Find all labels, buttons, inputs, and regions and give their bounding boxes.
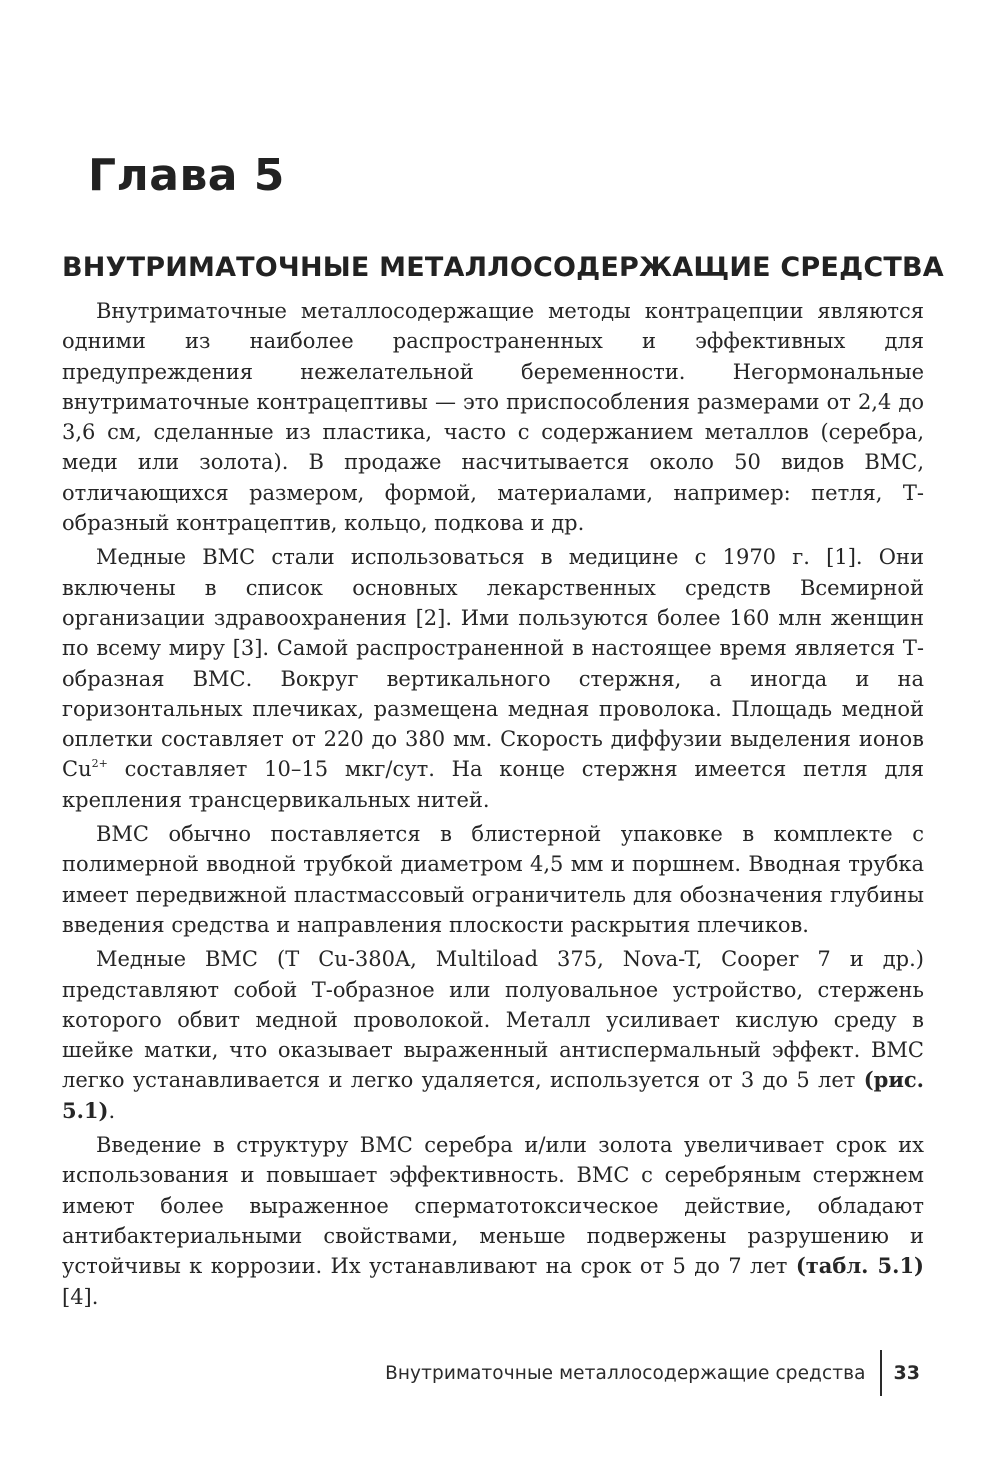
footer-section-title: Внутриматочные металлосодержащие средства: [385, 1362, 866, 1384]
paragraph-3: ВМС обычно поставляется в блистерной упаковке в комплекте с полимерной вводной трубкой диаметром 4,5 мм и поршнем. Вводная трубка имеет передвижной пластмассовый ограничитель для обозначения глубины введения средства и направления плоскости раскрытия плечиков.: [62, 822, 924, 937]
section-title: ВНУТРИМАТОЧНЫЕ МЕТАЛЛОСОДЕРЖАЩИЕ СРЕДСТВА: [62, 252, 944, 283]
paragraph-1: Внутриматочные металлосодержащие методы контрацепции являются одними из наиболее распространенных и эффективных для предупреждения нежелательной беременности. Негормональные внутриматочные контрацептивы — это приспособления размерами от 2,4 до 3,6 см, сделанные из пластика, часто с содержанием металлов (серебра, меди или золота). В продаже насчитывается около 50 видов ВМС, отличающихся размером, формой, материалами, например: петля, Т-образный контрацептив, кольцо, подкова и др.: [62, 299, 924, 536]
chapter-title: Глава 5: [88, 150, 285, 201]
page-number: 33: [893, 1362, 920, 1384]
ion-charge-superscript: 2+: [91, 757, 108, 771]
paragraph-4-end: .: [108, 1098, 116, 1123]
figure-reference: (рис. 5.1): [62, 1067, 924, 1123]
paragraph-5: [62, 1130, 924, 1312]
table-reference: (табл. 5.1): [795, 1253, 924, 1279]
paragraph-4: [62, 944, 924, 1126]
footer-divider: [880, 1350, 882, 1396]
body-text: [62, 296, 924, 1312]
paragraph-2-text-b: составляет 10–15 мкг/сут. На конце стержня имеется петля для крепления трансцервикальных нитей.: [62, 757, 924, 812]
paragraph-2-text-a: Медные ВМС стали использоваться в медицине с 1970 г. [1]. Они включены в список основных лекарственных средств Всемирной организации здравоохранения [2]. Ими пользуются более 160 млн женщин по всему миру [3]. Самой распространенной в настоящее время является Т-образная ВМС. Вокруг вертикального стержня, а иногда и на горизонтальных плечиках, размещена медная проволока. Площадь медной оплетки составляет от 220 до 380 мм. Скорость диффузии выделения ионов Cu: [62, 545, 924, 782]
paragraph-5-end: [4].: [62, 1284, 99, 1309]
paragraph-5-text: Введение в структуру ВМС серебра и/или золота увеличивает срок их использования и повышает эффективность. ВМС с серебряным стержнем имеют более выраженное сперматотоксическое действие, обладают антибактериальными свойствами, меньше подвержены разрушению и устойчивы к коррозии. Их устанавливают на срок от 5 до 7 лет: [62, 1133, 924, 1279]
paragraph-4-text: Медные ВМС (T Cu-380A, Multiload 375, Nova-T, Cooper 7 и др.) представляют собой Т-образное или полуовальное устройство, стержень которого обвит медной проволокой. Металл усиливает кислую среду в шейке матки, что оказывает выраженный антиспермальный эффект. ВМС легко устанавливается и легко удаляется, используется от 3 до 5 лет: [62, 947, 924, 1093]
running-footer: [385, 1350, 920, 1396]
paragraph-2: [62, 542, 924, 815]
